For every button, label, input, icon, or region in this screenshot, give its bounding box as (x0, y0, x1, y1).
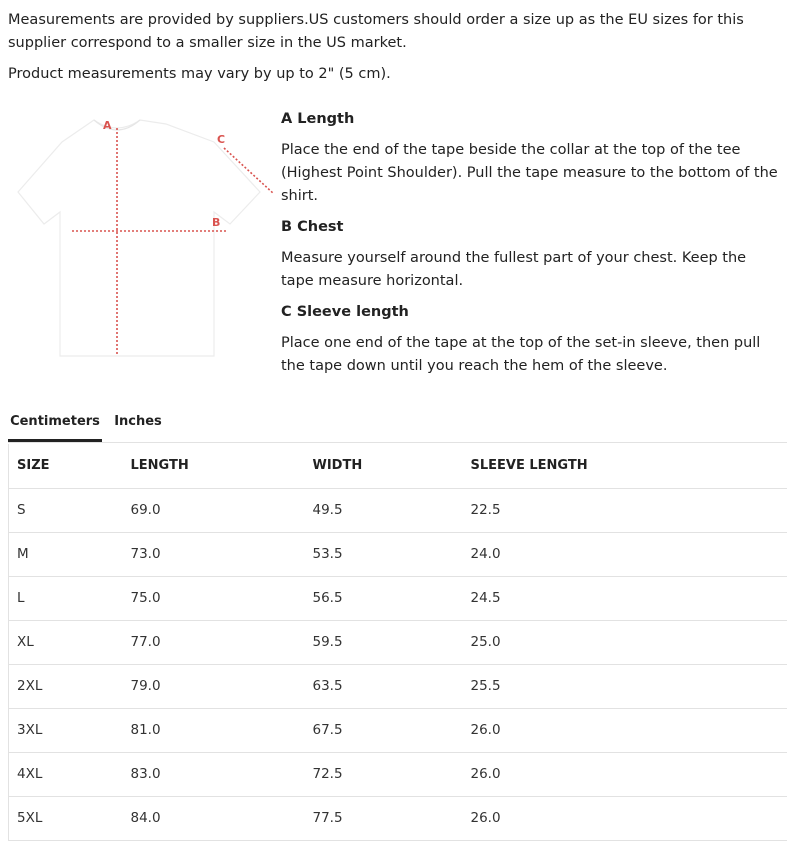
cell-width: 53.5 (305, 532, 463, 576)
cell-width: 59.5 (305, 620, 463, 664)
variance-note: Product measurements may vary by up to 2" (5 cm). (8, 66, 391, 82)
cell-sleeve-length: 26.0 (463, 796, 788, 840)
unit-tabs (8, 403, 787, 443)
chest-heading: B Chest (281, 219, 344, 235)
cell-width: 56.5 (305, 576, 463, 620)
header-sleeve-length: SLEEVE LENGTH (463, 444, 788, 488)
cell-length: 83.0 (123, 752, 305, 796)
cell-size: 2XL (9, 664, 123, 708)
cell-width: 67.5 (305, 708, 463, 752)
tab-centimeters[interactable]: Centimeters (8, 403, 102, 442)
table-row (9, 708, 788, 752)
cell-sleeve-length: 26.0 (463, 708, 788, 752)
header-length: LENGTH (123, 444, 305, 488)
tshirt-shape (18, 120, 260, 356)
cell-width: 63.5 (305, 664, 463, 708)
tab-inches[interactable]: Inches (114, 414, 162, 429)
table-row (9, 620, 788, 664)
measurement-descriptions (281, 108, 781, 386)
length-heading: A Length (281, 111, 355, 127)
table-row (9, 488, 788, 532)
table-row (9, 576, 788, 620)
measurement-guide (8, 100, 788, 380)
cell-sleeve-length: 24.0 (463, 532, 788, 576)
cell-sleeve-length: 22.5 (463, 488, 788, 532)
sleeve-text: Place one end of the tape at the top of the set-in sleeve, then pull the tape down until you reach the hem of the sleeve. (281, 335, 761, 374)
cell-length: 84.0 (123, 796, 305, 840)
label-b: B (212, 216, 221, 229)
header-width: WIDTH (305, 444, 463, 488)
cell-width: 49.5 (305, 488, 463, 532)
cell-sleeve-length: 24.5 (463, 576, 788, 620)
cell-size: 5XL (9, 796, 123, 840)
cell-sleeve-length: 25.5 (463, 664, 788, 708)
tshirt-diagram (16, 106, 278, 364)
sleeve-heading: C Sleeve length (281, 304, 409, 320)
cell-size: XL (9, 620, 123, 664)
measurement-notes (8, 9, 783, 94)
header-size: SIZE (9, 444, 123, 488)
supplier-note: Measurements are provided by suppliers.US customers should order a size up as the EU sizes for this supplier correspond to a smaller size in the US market. (8, 12, 744, 51)
cell-width: 77.5 (305, 796, 463, 840)
size-table (8, 444, 787, 841)
cell-sleeve-length: 26.0 (463, 752, 788, 796)
cell-length: 73.0 (123, 532, 305, 576)
table-row (9, 796, 788, 840)
chest-text: Measure yourself around the fullest part of your chest. Keep the tape measure horizontal. (281, 250, 747, 289)
cell-length: 79.0 (123, 664, 305, 708)
label-a: A (103, 119, 112, 132)
cell-width: 72.5 (305, 752, 463, 796)
cell-length: 81.0 (123, 708, 305, 752)
table-row (9, 752, 788, 796)
cell-length: 77.0 (123, 620, 305, 664)
length-text: Place the end of the tape beside the collar at the top of the tee (Highest Point Shoulder). Pull the tape measure to the bottom of the shirt. (281, 142, 778, 204)
cell-size: S (9, 488, 123, 532)
table-row (9, 664, 788, 708)
cell-sleeve-length: 25.0 (463, 620, 788, 664)
table-header-row (9, 444, 788, 488)
cell-size: M (9, 532, 123, 576)
cell-size: 4XL (9, 752, 123, 796)
cell-size: L (9, 576, 123, 620)
cell-size: 3XL (9, 708, 123, 752)
table-row (9, 532, 788, 576)
cell-length: 75.0 (123, 576, 305, 620)
cell-length: 69.0 (123, 488, 305, 532)
size-rows (9, 488, 788, 840)
label-c: C (217, 133, 226, 146)
